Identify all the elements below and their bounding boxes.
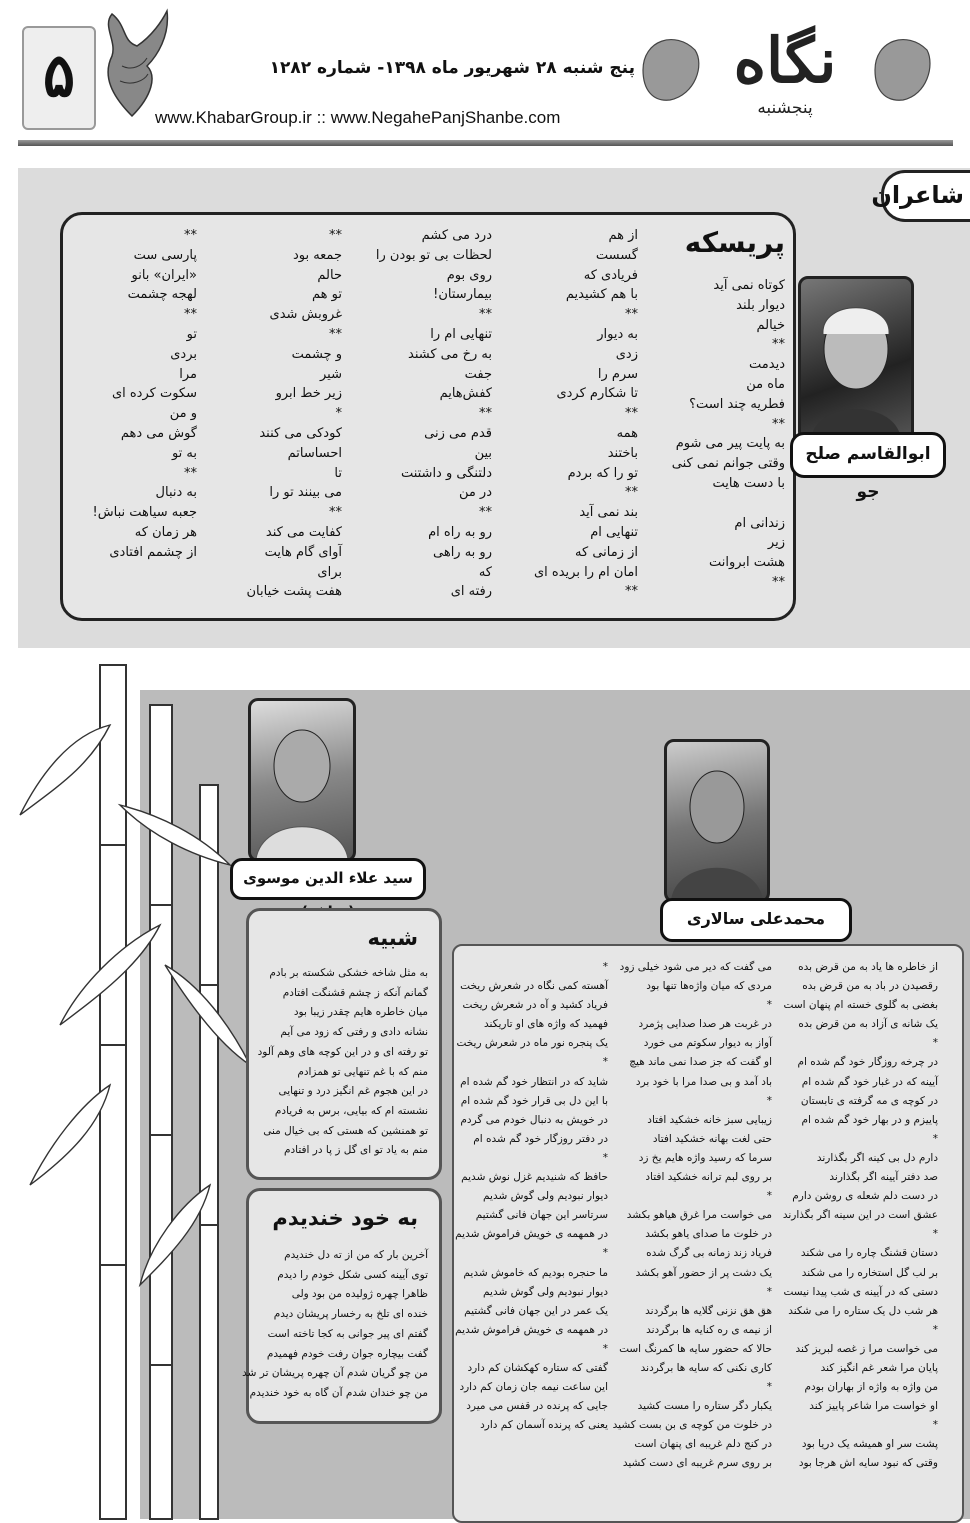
- poem-line: از زمانی که: [575, 544, 638, 560]
- poem-line: به مثل شاخه خشکی شکسته بر بادم: [269, 967, 428, 979]
- poem-line: رو به راهی: [433, 544, 492, 560]
- poem-line: *: [766, 1285, 772, 1298]
- poem-line: به پایت پیر می شوم: [675, 436, 785, 452]
- poem-line: فریاد کشید و آه در شعرش ریخت: [462, 999, 608, 1012]
- poem-lines-shabih: [252, 964, 428, 1161]
- poem-line: جعبه سیاهت نباش!: [92, 505, 197, 521]
- poem-title-khod: به خود خندیدم: [272, 1206, 418, 1230]
- poem-line: تو هم: [312, 287, 342, 303]
- poem-line: بند نمی آید: [579, 505, 638, 521]
- poem-line: *: [602, 1056, 608, 1069]
- poem-line: بر لب گل استخاره را می شکند: [801, 1266, 938, 1279]
- poem-line: خیالم: [756, 317, 785, 333]
- poem-line: آخرین بار که من از ته دل خندیدم: [284, 1249, 428, 1261]
- poem-line: تا: [334, 465, 342, 481]
- poem-line: پاییزم و در بهار خود گم شده ام: [801, 1113, 938, 1126]
- poem-line: دیدمت: [749, 357, 785, 373]
- poem-line: باختند: [607, 445, 638, 461]
- poem-line: تنهایی ام را: [430, 326, 492, 342]
- poem-line: می خواست مرا ز غصه لبریز کند: [795, 1342, 938, 1355]
- poem-line: آواز به دیوار سکوتم می خورد: [643, 1037, 772, 1050]
- poem-column-3: [342, 226, 492, 602]
- page-number: ۵: [22, 26, 96, 130]
- poem-line: تو: [186, 326, 197, 342]
- poem-column-2: [498, 226, 638, 602]
- poem-lines-khod: [242, 1246, 428, 1404]
- poem-line: فریاد زند زمانه بی گرگ شده: [646, 1247, 772, 1260]
- salari-column-1: [782, 958, 938, 1474]
- poet-name-label-sagher: سید علاء الدین موسوی: [230, 858, 426, 900]
- issue-date: پنج شنبه ۲۸ شهریور ماه ۱۳۹۸- شماره ۱۲۸۲: [269, 58, 635, 78]
- poem-line: هفت پشت خیابان: [246, 584, 342, 600]
- poem-line: «ایران» بانو: [131, 267, 197, 283]
- poem-line: آوای گام هایت: [264, 544, 342, 560]
- newspaper-logo: [635, 10, 935, 125]
- poem-line: لهجه چشمت: [127, 287, 197, 303]
- poem-line: در خلوت من کوچه ی بن بست کشید: [612, 1419, 772, 1432]
- poem-line: به رخ می کشند: [408, 346, 492, 362]
- poem-line: غروبش شدی: [269, 307, 342, 323]
- poem-line: از خاطره ها یاد به من قرض بده: [798, 961, 938, 973]
- poem-line: در دفتر روزگار خود گم شده ام: [473, 1132, 608, 1145]
- poem-line: بیمارستان!: [433, 287, 492, 303]
- section-tab: شاعران: [881, 170, 970, 222]
- poem-line: احساساتم: [287, 445, 342, 461]
- poem-line: **: [184, 228, 197, 243]
- poem-line: میان خاطره هایم چقدر زیبا بود: [293, 1006, 428, 1019]
- poem-line: از نیمه ی ره کنایه ها برگردند: [646, 1323, 772, 1336]
- poem-line: زندانی ام: [734, 515, 785, 531]
- poem-line: *: [932, 1323, 938, 1336]
- poem-line: شاید که در انتظار خود گم شده ام: [460, 1075, 608, 1088]
- poem-line: بر روی سرم غریبه ای دست کشید: [622, 1457, 772, 1470]
- poem-line: هر زمان که: [134, 524, 197, 540]
- poet-photo: [798, 276, 914, 442]
- poem-line: وقتی که نبود سایه اش هرجا بود: [798, 1457, 938, 1470]
- poem-line: دیوار نبودیم ولی گوش شدیم: [483, 1190, 608, 1203]
- poem-line: تو همنشین که هستی که بی خیال منی: [263, 1124, 428, 1137]
- poem-line: **: [184, 465, 197, 481]
- poem-line: می خواست مرا غرق هیاهو بکشد: [626, 1209, 772, 1222]
- poem-line: در چرخه روزگار خود گم شده ام: [797, 1056, 938, 1069]
- poem-line: فریادی که: [583, 267, 638, 283]
- header-divider: [18, 140, 953, 146]
- poem-line: هق هق نزنی گلایه ها برگردند: [645, 1304, 772, 1317]
- poem-line: **: [772, 337, 785, 353]
- poem-line: از چشمم افتادی: [109, 544, 197, 560]
- poem-line: در همهمه ی خویش فراموش شدیم: [455, 1228, 608, 1241]
- poem-line: همه: [616, 425, 638, 441]
- poem-line: آیینه که در غبار خود گم شده ام: [801, 1075, 938, 1088]
- poem-line: گفتم ای پیر جوانی به کجا تاخته است: [267, 1327, 428, 1340]
- poem-line: برای: [317, 564, 342, 580]
- poem-line: *: [602, 1342, 608, 1355]
- poem-line: قدم می زنی: [424, 425, 492, 441]
- poem-line: جمعه بود: [292, 247, 342, 263]
- poem-line: یعنی که پرنده آسمان کم دارد: [480, 1419, 608, 1432]
- poem-line: این ساعت نیمه جان زمان کم دارد: [459, 1381, 608, 1394]
- poem-line: *: [602, 961, 608, 973]
- poem-line: منم به یاد تو ای گل ز پا در افتادم: [283, 1144, 428, 1157]
- poem-line: کفایت می کند: [265, 524, 342, 540]
- poem-title-shabih: شبیه: [367, 926, 418, 950]
- poem-title: پریسکه: [684, 226, 785, 259]
- poem-line: حالا که حضور سایه ها کمرنگ است: [619, 1342, 772, 1355]
- poem-line: *: [932, 1132, 938, 1145]
- poem-line: بر روی لبم ترانه خشکید افتاد: [645, 1171, 772, 1184]
- poem-line: عشق است در این سینه اگر بگذارند: [782, 1209, 938, 1222]
- poem-line: مرا: [179, 366, 197, 382]
- poet-name-label-vajeh: محمدعلی سالاری: [660, 898, 852, 942]
- portrait-icon: [801, 279, 911, 439]
- poem-line: کفش‌هایم: [439, 386, 492, 402]
- poem-line: ماه من: [746, 376, 785, 392]
- poem-line: توی آیینه کسی شکل خودم را دیدم: [277, 1268, 428, 1281]
- poem-line: **: [625, 307, 638, 323]
- poem-line: تو رفته ای و در این کوچه های وهم آلود: [257, 1045, 428, 1058]
- poem-line: کوتاه نمی آید: [713, 278, 785, 293]
- poem-line: در من: [458, 485, 492, 501]
- poem-line: دیوار بلند: [736, 297, 785, 313]
- poem-line: آهسته کمی نگاه در شعرش ریخت: [460, 980, 608, 993]
- website-urls[interactable]: www.KhabarGroup.ir :: www.NegahePanjShanbe.com: [155, 108, 561, 127]
- poem-line: *: [766, 1094, 772, 1107]
- poem-line: در کنج دلم غریبه ای پنهان است: [634, 1438, 772, 1451]
- salari-column-2: [612, 958, 772, 1474]
- poem-line: سکوت کرده ای: [111, 386, 197, 402]
- poem-line: مردی که میان واژه‌ها تنها بود: [646, 980, 772, 993]
- logo-title: نگاه: [733, 24, 837, 97]
- poem-line: نشسته ام که بیایی، برس به فریادم: [274, 1104, 428, 1117]
- poem-line: که: [478, 564, 492, 580]
- poem-line: *: [766, 1381, 772, 1394]
- poem-line: ما حنجره بودیم که خاموش شدیم: [463, 1266, 608, 1279]
- poem-line: درد می کشم: [421, 228, 492, 243]
- poem-column-1: [665, 276, 785, 593]
- poem-line: در خلوت ما صدای یاهو بکشد: [645, 1228, 772, 1241]
- poem-line: گفت بیچاره جوان رفت خودم فهمیدم: [266, 1347, 428, 1360]
- poem-line: تنهایی ام: [590, 524, 638, 540]
- poem-line: حتی لغت بهانه خشکید افتاد: [652, 1132, 772, 1145]
- poem-line: *: [602, 1151, 608, 1164]
- poem-line: زیبایی سبز خانه خشکید افتاد: [647, 1113, 772, 1126]
- poem-line: *: [766, 999, 772, 1012]
- poem-column-5: [77, 226, 197, 563]
- poem-line: می گفت که دیر می شود خیلی زود: [619, 961, 772, 973]
- poem-line: شیر: [320, 366, 342, 382]
- poet-name-label: ابوالقاسم صلح جو: [790, 432, 946, 478]
- poem-line: دیوار نبودیم ولی گوش شدیم: [483, 1285, 608, 1298]
- poem-line: پارسی ست: [133, 247, 197, 263]
- poem-line: به دیوار: [597, 326, 638, 342]
- poem-line: گفتی که ستاره کهکشان کم دارد: [467, 1361, 608, 1374]
- poem-line: صد دفتر آیینه اگر بگذارند: [829, 1171, 938, 1184]
- poem-line: نشانه دادی و رفتی که زود می آیم: [280, 1026, 428, 1039]
- portrait-icon: [251, 701, 353, 859]
- poem-line: من واژه به واژه از بهاران بودم: [804, 1381, 938, 1394]
- poet-photo-sagher: [248, 698, 356, 862]
- poem-line: دلتنگی و داشتنت: [400, 465, 492, 481]
- poem-line: بردی: [170, 346, 197, 362]
- poem-line: **: [625, 485, 638, 501]
- poem-line: فطریه چند است؟: [689, 396, 785, 412]
- poem-line: زیر خط ابرو: [275, 386, 342, 402]
- poem-line: او گفت که جز صدا نمی ماند هیچ: [629, 1056, 772, 1069]
- poem-line: یک شانه ی آزاد به من قرض بده: [798, 1018, 938, 1031]
- poet-photo-vajeh: [664, 739, 770, 903]
- poem-line: پشت سر او همیشه یک دریا بود: [801, 1438, 938, 1451]
- poem-line: در کوچه ی مه گرفته ی تابستان: [800, 1094, 938, 1107]
- poem-line: بغضی به گلوی خسته ام پنهان است: [783, 999, 938, 1012]
- poem-line: **: [329, 228, 342, 243]
- poem-line: وقتی جوانم نمی کنی: [671, 456, 785, 472]
- poem-line: **: [329, 326, 342, 342]
- poem-line: زیر: [767, 535, 785, 551]
- poem-line: دستان قشنگ چاره را می شکند: [800, 1247, 938, 1260]
- poem-line: **: [184, 307, 197, 323]
- poem-line: حالم: [317, 267, 342, 283]
- poem-line: به دنبال: [155, 485, 197, 501]
- poem-line: گوش می دهم: [120, 425, 197, 441]
- poem-line: یک دشت پر از حضور آهو بکشد: [635, 1266, 772, 1279]
- poem-line: جفت: [464, 366, 492, 382]
- poem-line: *: [335, 406, 342, 422]
- poem-line: با دست هایت: [712, 475, 785, 491]
- page-header: [0, 0, 970, 160]
- poem-line: خنده ای تلخ به رخسار پریشان دیدم: [273, 1308, 428, 1321]
- poem-line: **: [479, 505, 492, 521]
- poem-line: در این هجوم غم انگیز درد و تنهایی: [278, 1085, 428, 1098]
- poem-line: ظاهرا چهره ژولیده من بود ولی: [291, 1288, 428, 1301]
- poem-line: *: [932, 1228, 938, 1241]
- poem-line: لحظات بی تو بودن را: [375, 247, 492, 263]
- poem-line: گسست: [595, 247, 638, 263]
- poem-line: **: [479, 406, 492, 422]
- poem-line: *: [602, 1247, 608, 1260]
- poem-line: منم که با غم تنهایی تو همزادم: [297, 1065, 428, 1078]
- poem-line: هشت ابروانت: [708, 555, 785, 571]
- poem-line: جایی که پرنده در قفس می میرد: [466, 1400, 608, 1413]
- poem-line: دارم دل بی کینه اگر بگذارند: [816, 1151, 938, 1164]
- poem-line: او خواست مرا شاعر پاییز کند: [809, 1400, 938, 1413]
- poem-line: دستی که در آیینه ی شب پیدا نیست: [783, 1285, 938, 1298]
- poem-line: رفته ای: [450, 584, 492, 600]
- salari-column-3: [455, 958, 608, 1435]
- poem-line: سرتاسر این جهان فانی گشتیم: [475, 1209, 608, 1222]
- poem-line: سرما که رسید واژه هایم یخ زد: [638, 1151, 772, 1164]
- poem-line: با هم کشیدیم: [565, 287, 638, 303]
- poem-line: گمانم آنکه ز چشم قشنگت افتادم: [282, 986, 428, 999]
- poem-line: *: [932, 1037, 938, 1050]
- poem-line: در غربت هر صدا صدایی پژمرد: [638, 1018, 772, 1031]
- poem-line: سرم را: [597, 366, 638, 382]
- poem-line: **: [479, 307, 492, 323]
- poem-line: بین: [474, 445, 492, 461]
- poem-line: فهمید که واژه های او تاریکند: [483, 1018, 608, 1031]
- poem-line: در دست دلم شعله ی روشن دارم: [792, 1190, 938, 1203]
- poem-line: امان ام را بریده ای: [534, 564, 638, 580]
- poem-line: یک عمر در این جهان فانی گشتیم: [464, 1304, 608, 1317]
- poem-line: **: [625, 584, 638, 600]
- poem-line: در همهمه ی خویش فراموش شدیم: [455, 1323, 608, 1336]
- poem-line: حافظ که شنیدیم غزل نوش شدیم: [461, 1171, 608, 1184]
- poem-line: [665, 494, 785, 514]
- poem-line: تا شکارم کردی: [556, 386, 638, 402]
- poem-line: به تو: [171, 445, 197, 461]
- poem-line: باد آمد و بی صدا مرا با خود برد: [635, 1075, 772, 1088]
- poem-line: یک پنجره نور ماه در شعرش ریخت: [456, 1037, 608, 1050]
- logo-subtitle: پنجشنبه: [757, 98, 813, 118]
- poem-line: من چو خندان شدم آن گاه به خود خندیدم: [249, 1386, 428, 1399]
- poem-line: پایان مرا شعر غم انگیز کند: [820, 1361, 938, 1374]
- portrait-icon: [667, 742, 767, 900]
- poem-column-4: [212, 226, 342, 602]
- poem-line: رو به راه ام: [428, 524, 492, 540]
- poem-line: هر شب دل یک ستاره را می شکند: [788, 1304, 938, 1317]
- poem-line: **: [772, 574, 785, 590]
- poem-line: **: [772, 416, 785, 432]
- poem-line: روی بوم: [446, 267, 492, 283]
- poem-line: با این دل بی قرار خود گم شده ام: [460, 1094, 608, 1107]
- poem-line: از هم: [608, 228, 638, 243]
- poem-line: *: [766, 1190, 772, 1203]
- poem-line: در خویش به دنبال خودم می گردم: [460, 1113, 608, 1126]
- poem-line: یکبار دگر ستاره را مست کشید: [637, 1400, 772, 1413]
- poem-line: **: [625, 406, 638, 422]
- poem-line: رقصیدن در باد به من قرض بده: [802, 980, 938, 993]
- poem-line: کاری نکنی که سایه ها برگردند: [640, 1361, 772, 1374]
- poem-line: *: [932, 1419, 938, 1432]
- poem-line: زدی: [615, 346, 638, 362]
- poem-line: می بینند تو را: [269, 485, 342, 501]
- poem-line: **: [329, 505, 342, 521]
- poem-line: کودکی می کنند: [259, 425, 342, 441]
- poem-line: و من: [169, 406, 197, 422]
- poem-line: و چشمت: [291, 346, 342, 362]
- poem-line: تو را که بردم: [567, 465, 638, 481]
- poem-line: من چو گریان شدم آن چهره پریشان تر شد: [242, 1367, 428, 1380]
